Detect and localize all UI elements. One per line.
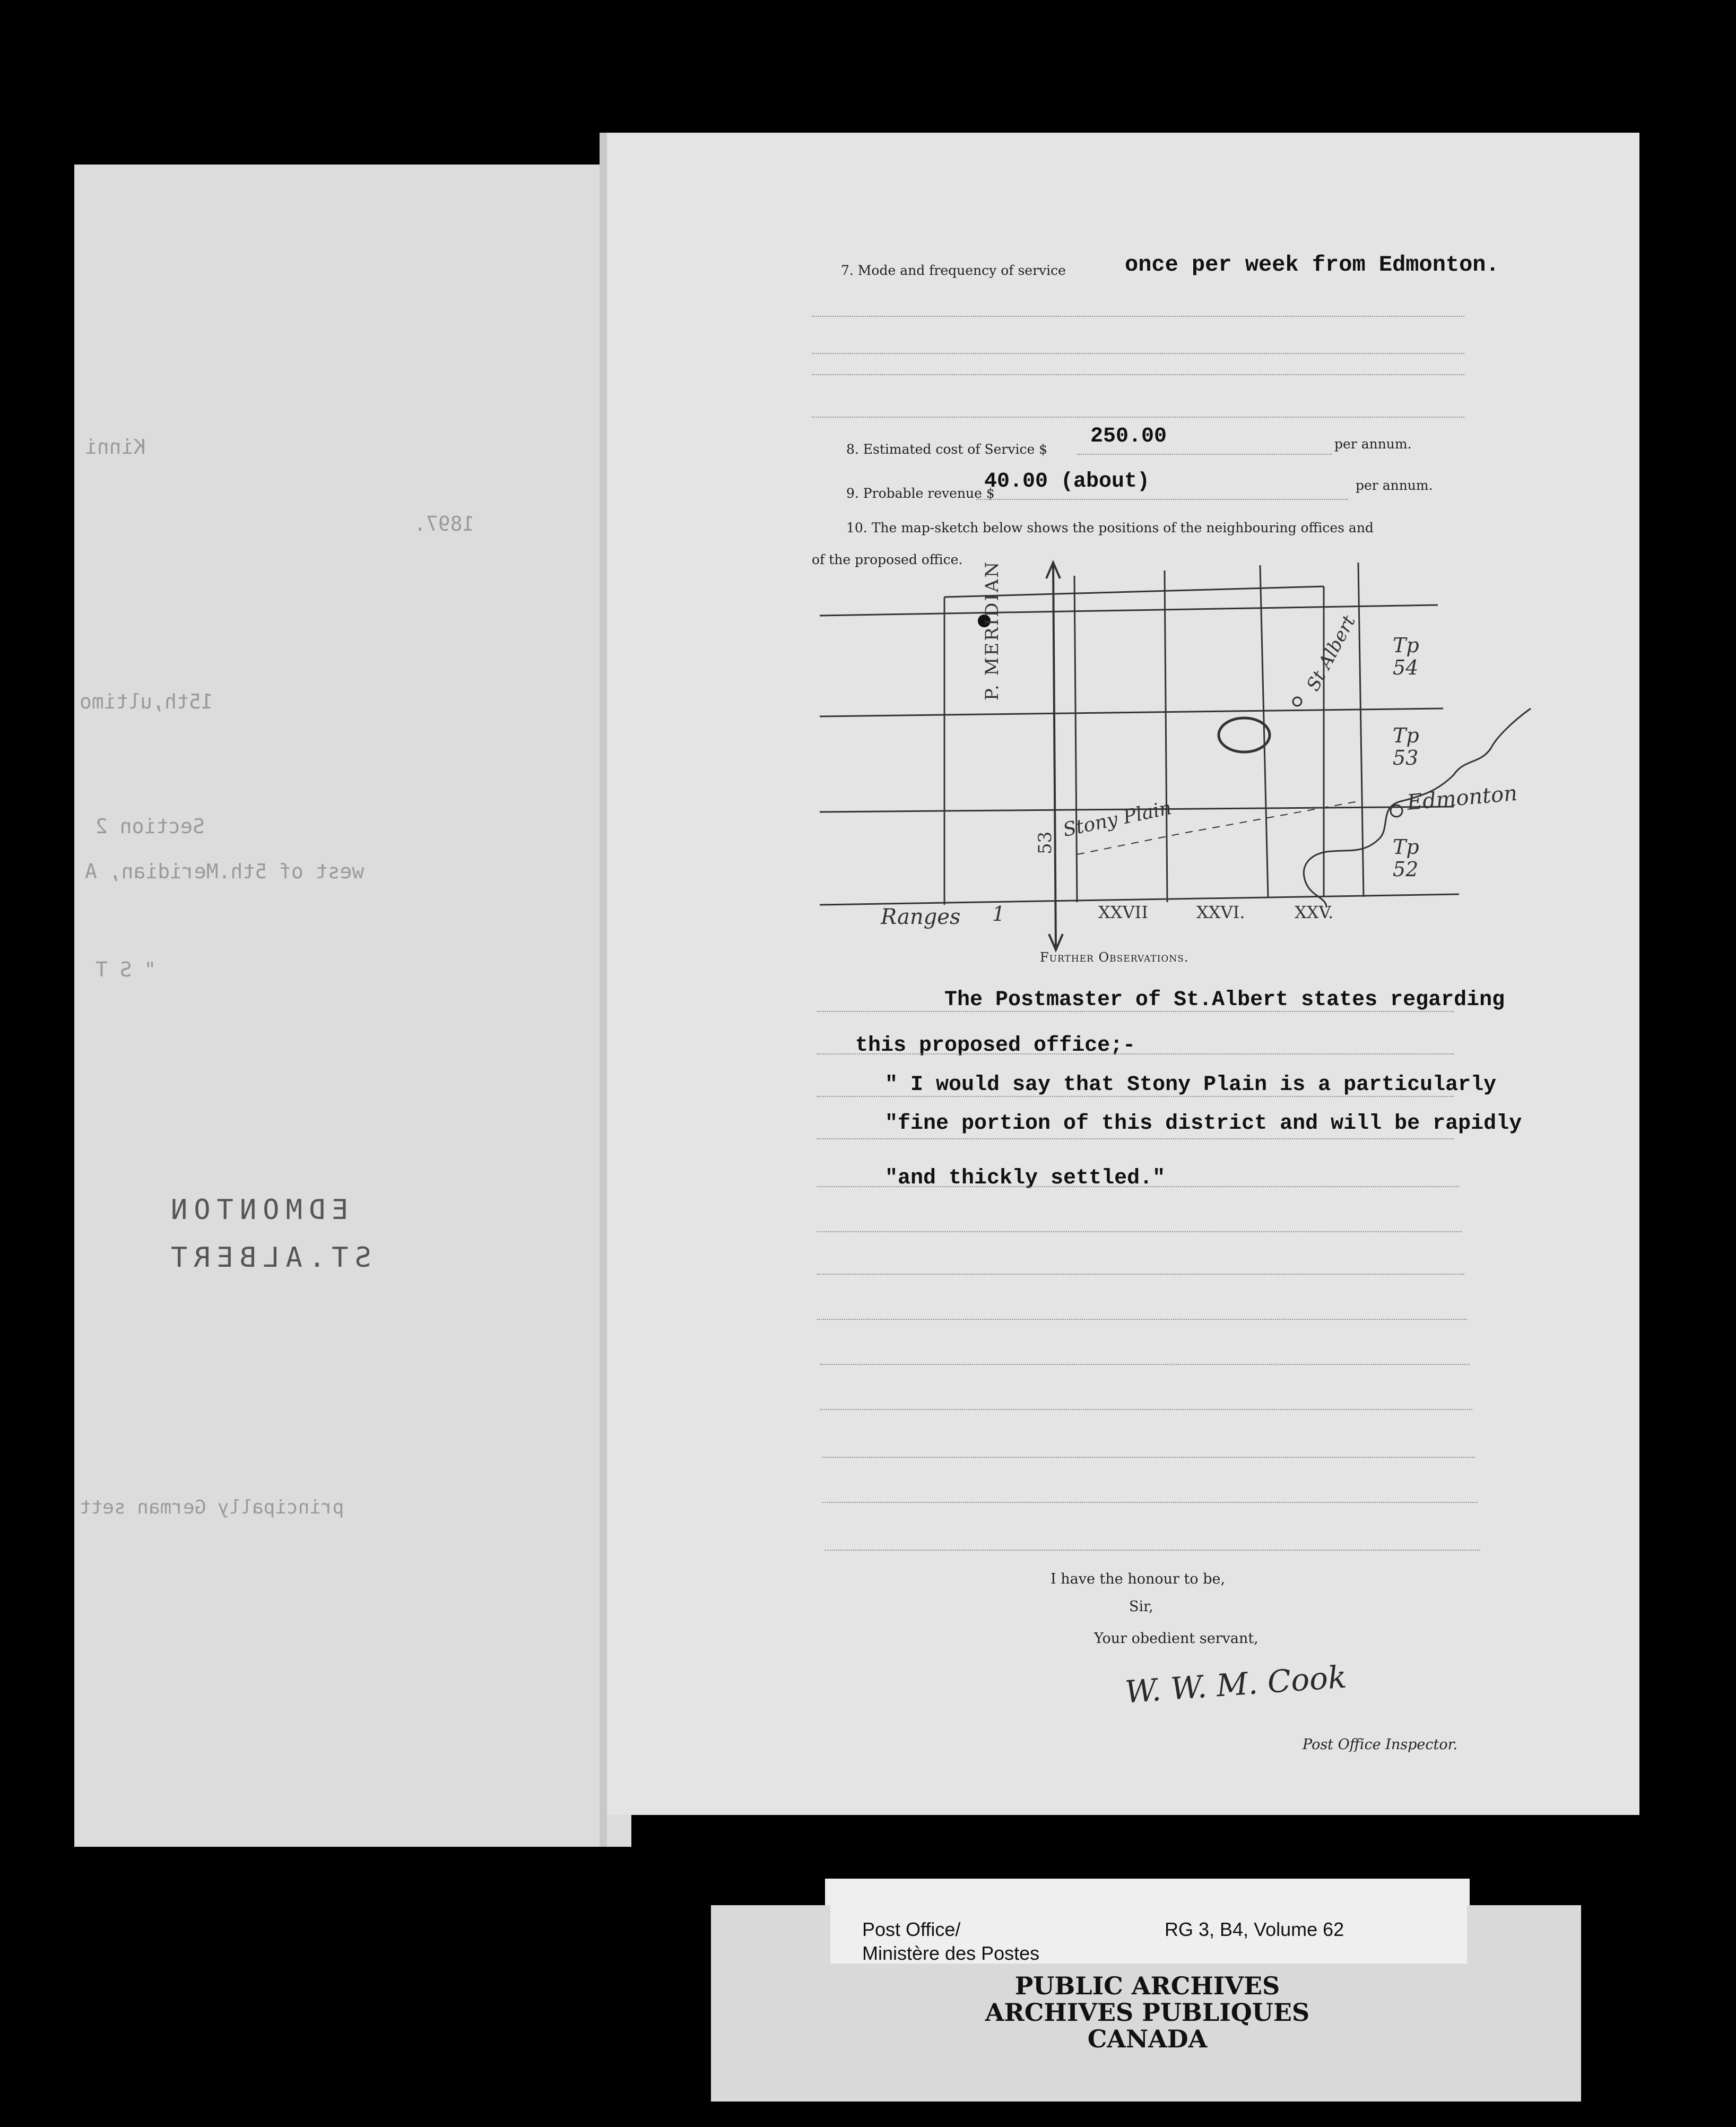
item7-label: 7. Mode and frequency of service <box>841 263 1066 278</box>
rule <box>820 1364 1470 1365</box>
rule <box>822 1502 1478 1503</box>
bleed-text: principally German sett <box>80 1497 344 1518</box>
bleed-text: ST.ALBERT <box>164 1242 371 1274</box>
item8-value: 250.00 <box>1090 425 1167 448</box>
map-row-53: 53 <box>1035 831 1056 854</box>
item7-value: once per week from Edmonton. <box>1125 252 1499 278</box>
inspector-title: Post Office Inspector. <box>1303 1736 1458 1753</box>
rule <box>817 1319 1467 1320</box>
rule <box>817 1011 1454 1012</box>
rule <box>825 1550 1480 1551</box>
observation-line: The Postmaster of St.Albert states regarding <box>944 988 1505 1012</box>
bleed-text: EDMONTON <box>164 1194 349 1226</box>
map-range-xxvii: XXVII <box>1098 902 1148 922</box>
archive-reference: RG 3, B4, Volume 62 <box>1165 1918 1344 1940</box>
observation-line: "fine portion of this district and will be rapidly <box>885 1112 1522 1136</box>
item10-line2: of the proposed office. <box>812 552 963 567</box>
item9-label: 9. Probable revenue $ <box>846 486 995 501</box>
map-edmonton: Edmonton <box>1406 781 1518 815</box>
archive-dept: Post Office/ <box>862 1918 961 1940</box>
rule <box>822 1457 1475 1458</box>
bleed-text: Kinni <box>85 435 146 459</box>
closing-line1: I have the honour to be, <box>1051 1571 1226 1587</box>
map-range-1: 1 <box>992 902 1005 926</box>
bleed-text: Section 2 <box>96 815 205 838</box>
item8-label: 8. Estimated cost of Service $ <box>846 442 1048 457</box>
map-st-albert: St Albert <box>1303 612 1360 695</box>
item10-line1: 10. The map-sketch below shows the positions of the neighbouring offices and <box>846 520 1374 535</box>
rule <box>817 1096 1454 1097</box>
bleed-text: " S T <box>96 958 157 981</box>
observation-line: this proposed office;- <box>855 1034 1136 1058</box>
bleed-text: west of 5th.Meridian, A <box>85 860 364 883</box>
map-tp54: Tp 54 <box>1393 634 1419 679</box>
meridian-label: P. MERIDIAN <box>982 560 1003 701</box>
map-tp52: Tp 52 <box>1393 835 1419 881</box>
closing-line2: Sir, <box>1129 1598 1153 1615</box>
rule <box>820 1409 1472 1410</box>
item9-suffix: per annum. <box>1356 478 1433 493</box>
map-ranges-label: Ranges <box>881 905 961 929</box>
closing-line3: Your obedient servant, <box>1094 1630 1258 1647</box>
map-tp53: Tp 53 <box>1393 724 1419 769</box>
archive-stamp-line3: CANADA <box>1087 2025 1208 2053</box>
rule <box>817 1231 1462 1232</box>
observations-heading: Further Observations. <box>1040 950 1189 965</box>
observation-line: " I would say that Stony Plain is a particularly <box>885 1073 1497 1097</box>
map-range-xxv: XXV. <box>1295 902 1334 922</box>
item9-value: 40.00 (about) <box>984 470 1150 494</box>
signature: W. W. M. Cook <box>1124 1658 1348 1710</box>
observation-line: "and thickly settled." <box>885 1166 1166 1190</box>
map-stony-plain: Stony Plain <box>1061 797 1174 842</box>
bleed-text: 15th,ultimo <box>80 690 213 713</box>
rule <box>817 1138 1454 1139</box>
archive-stamp-line1: PUBLIC ARCHIVES <box>1014 1972 1280 2000</box>
rule <box>817 1274 1464 1275</box>
item8-suffix: per annum. <box>1334 436 1412 452</box>
rule <box>817 1053 1454 1054</box>
map-range-xxvi: XXVI. <box>1196 902 1245 922</box>
archive-dept-fr: Ministère des Postes <box>862 1942 1040 1964</box>
archive-stamp-line2: ARCHIVES PUBLIQUES <box>985 1998 1310 2027</box>
rule <box>817 1186 1459 1187</box>
bleed-text: 1897. <box>414 512 475 535</box>
